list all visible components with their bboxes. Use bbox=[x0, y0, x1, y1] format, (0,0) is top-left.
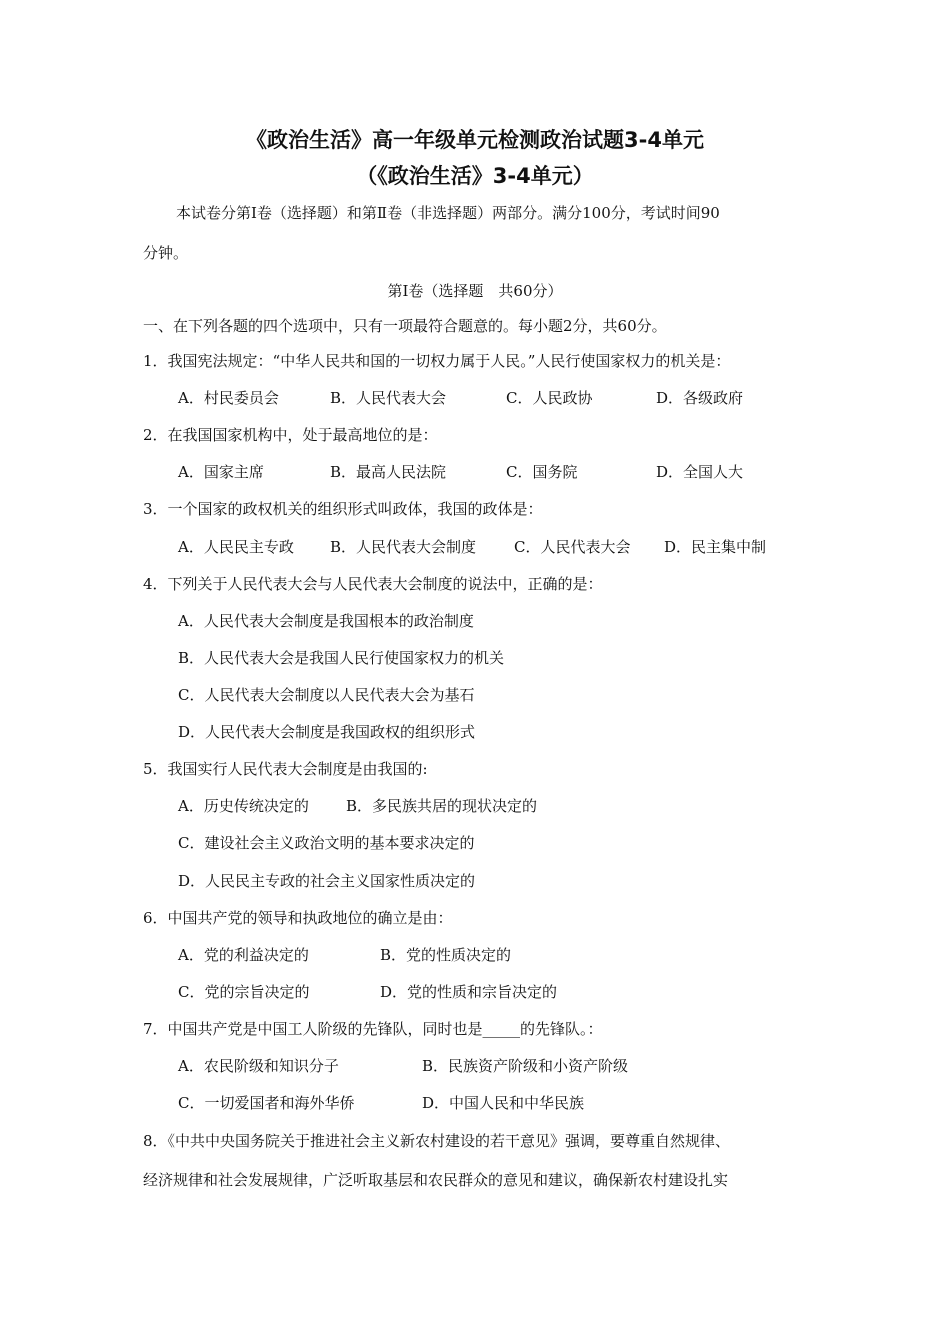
page-title: 《政治生活》高一年级单元检测政治试题3-4单元 bbox=[246, 128, 704, 152]
question-3-option-c: C．人民代表大会 bbox=[514, 538, 631, 556]
question-6-option-d: D．党的性质和宗旨决定的 bbox=[380, 983, 558, 1001]
question-2-option-a: A．国家主席 bbox=[178, 463, 264, 481]
question-2-stem: 2．在我国国家机构中，处于最高地位的是： bbox=[143, 426, 438, 444]
question-7-option-d: D．中国人民和中华民族 bbox=[422, 1094, 585, 1112]
question-8-stem-line-2: 经济规律和社会发展规律，广泛听取基层和农民群众的意见和建议，确保新农村建设扎实 bbox=[143, 1171, 729, 1189]
question-3-option-a: A．人民民主专政 bbox=[178, 538, 294, 556]
question-5-option-a: A．历史传统决定的 bbox=[178, 797, 309, 815]
question-6-option-b: B．党的性质决定的 bbox=[380, 946, 512, 964]
intro-line-1: 本试卷分第Ⅰ卷（选择题）和第Ⅱ卷（非选择题）两部分。满分100分，考试时间90 bbox=[176, 204, 720, 222]
question-7-option-b: B．民族资产阶级和小资产阶级 bbox=[422, 1057, 629, 1075]
question-4-option-a: A．人民代表大会制度是我国根本的政治制度 bbox=[178, 612, 474, 630]
question-3-option-d: D．民主集中制 bbox=[664, 538, 767, 556]
question-4-option-c: C．人民代表大会制度以人民代表大会为基石 bbox=[178, 686, 475, 704]
question-1-option-a: A．村民委员会 bbox=[178, 389, 279, 407]
question-1-option-b: B．人民代表大会 bbox=[330, 389, 447, 407]
question-7-stem: 7．中国共产党是中国工人阶级的先锋队，同时也是_____的先锋队。： bbox=[143, 1020, 603, 1038]
question-3-stem: 3．一个国家的政权机关的组织形式叫政体，我国的政体是： bbox=[143, 500, 543, 518]
question-6-option-a: A．党的利益决定的 bbox=[178, 946, 309, 964]
question-5-option-b: B．多民族共居的现状决定的 bbox=[346, 797, 538, 815]
question-2-option-c: C．国务院 bbox=[506, 463, 578, 481]
section-instruction: 一、在下列各题的四个选项中，只有一项最符合题意的。每小题2分，共60分。 bbox=[143, 317, 667, 335]
question-7-option-c: C．一切爱国者和海外华侨 bbox=[178, 1094, 355, 1112]
question-4-stem: 4．下列关于人民代表大会与人民代表大会制度的说法中，正确的是： bbox=[143, 575, 603, 593]
question-2-option-b: B．最高人民法院 bbox=[330, 463, 447, 481]
intro-line-2: 分钟。 bbox=[143, 244, 189, 262]
question-8-stem-line-1: 8．《中共中央国务院关于推进社会主义新农村建设的若干意见》强调，要尊重自然规律、 bbox=[143, 1132, 731, 1150]
question-5-option-c: C．建设社会主义政治文明的基本要求决定的 bbox=[178, 834, 475, 852]
question-4-option-b: B．人民代表大会是我国人民行使国家权力的机关 bbox=[178, 649, 505, 667]
question-3-option-b: B．人民代表大会制度 bbox=[330, 538, 477, 556]
question-6-stem: 6．中国共产党的领导和执政地位的确立是由： bbox=[143, 909, 453, 927]
question-1-stem: 1．我国宪法规定：“中华人民共和国的一切权力属于人民。”人民行使国家权力的机关是： bbox=[143, 352, 731, 370]
question-5-option-d: D．人民民主专政的社会主义国家性质决定的 bbox=[178, 872, 476, 890]
question-5-stem: 5．我国实行人民代表大会制度是由我国的: bbox=[143, 760, 428, 778]
question-4-option-d: D．人民代表大会制度是我国政权的组织形式 bbox=[178, 723, 476, 741]
page-subtitle: （《政治生活》3-4单元） bbox=[356, 164, 594, 188]
question-2-option-d: D．全国人大 bbox=[656, 463, 744, 481]
question-1-option-d: D．各级政府 bbox=[656, 389, 744, 407]
section-heading: 第Ⅰ卷（选择题 共60分） bbox=[387, 282, 563, 300]
question-7-option-a: A．农民阶级和知识分子 bbox=[178, 1057, 339, 1075]
question-1-option-c: C．人民政协 bbox=[506, 389, 593, 407]
question-6-option-c: C．党的宗旨决定的 bbox=[178, 983, 310, 1001]
